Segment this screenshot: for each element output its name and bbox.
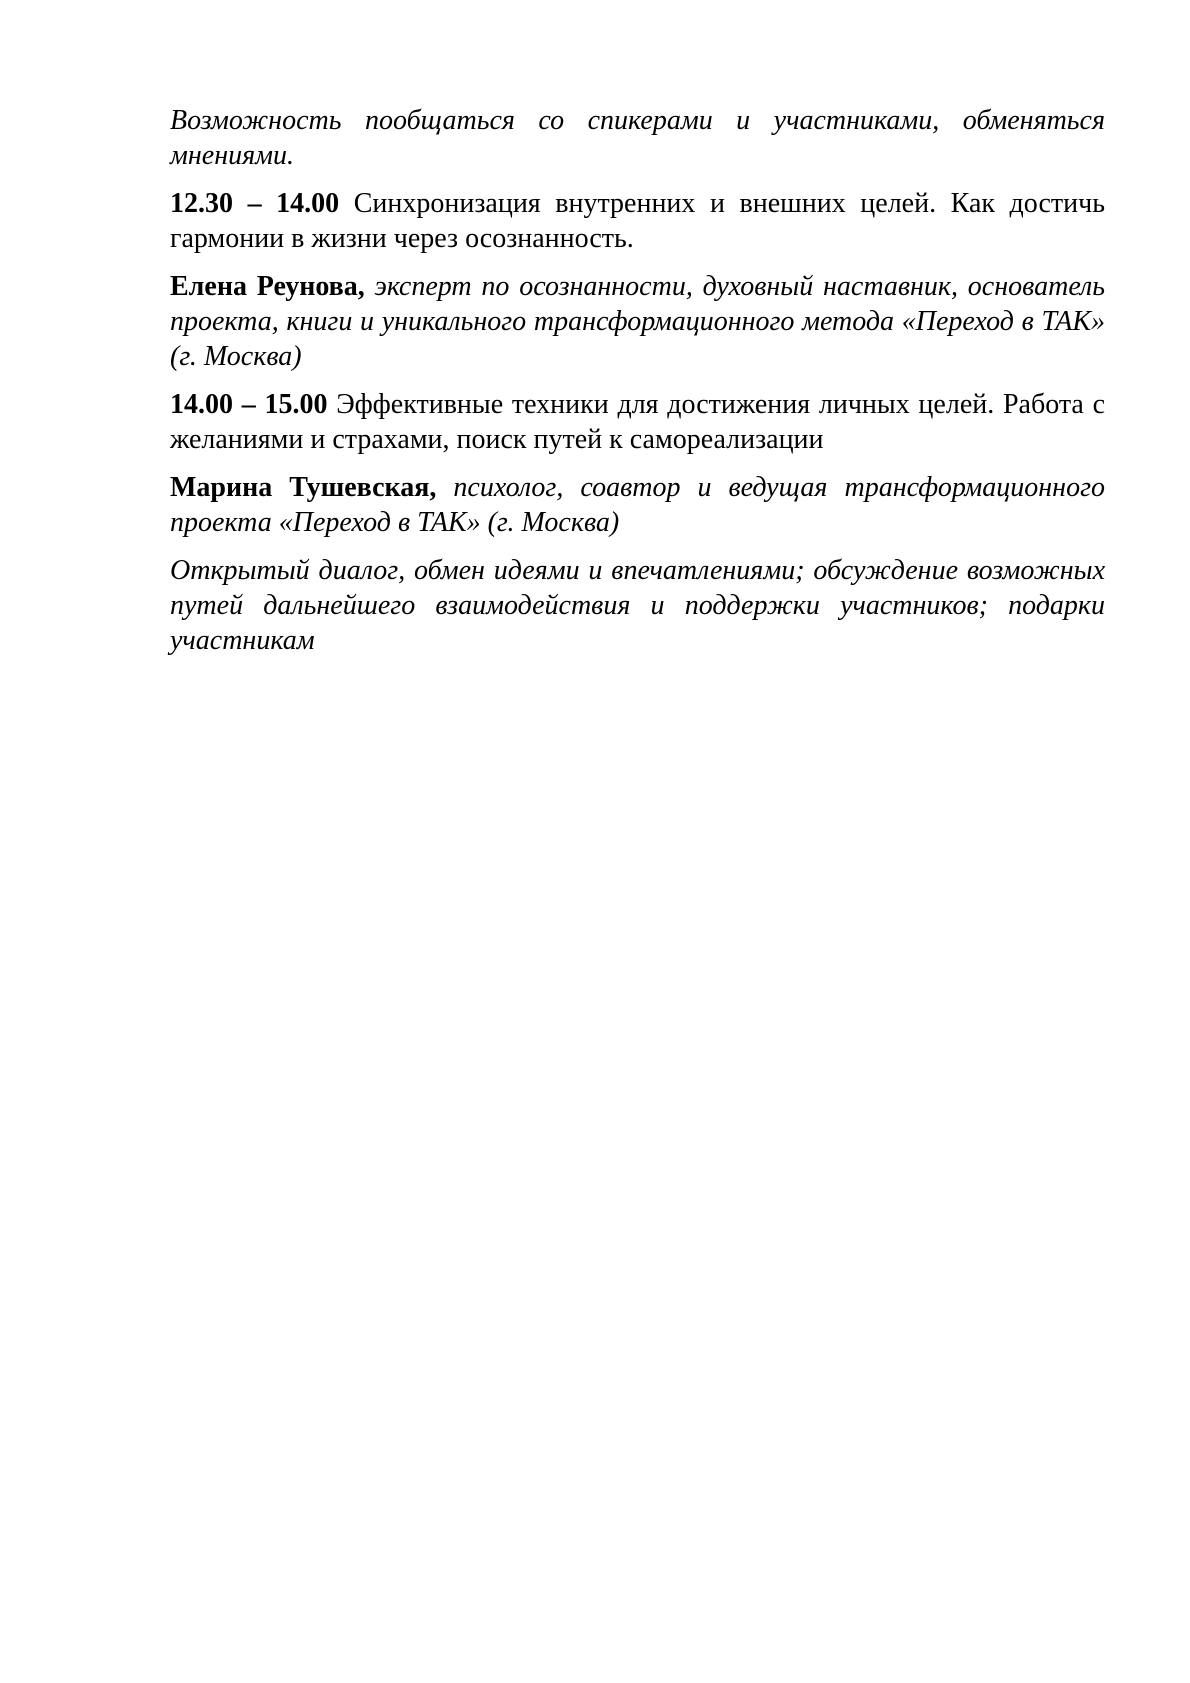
session-time: 14.00 – 15.00 xyxy=(170,389,328,420)
paragraph-session-1230-1400 xyxy=(170,186,1105,256)
session-description: Синхронизация внутренних и внешних целей. Как достичь гармонии в жизни через осознанность. xyxy=(170,188,1106,254)
document-content xyxy=(170,103,1105,671)
speaker-name: Марина Тушевская, xyxy=(170,472,437,503)
paragraph-text: Открытый диалог, обмен идеями и впечатлениями; обсуждение возможных путей дальнейшего взаимодействия и поддержки участников; подарки участникам xyxy=(170,555,1105,656)
paragraph-session-1400-1500 xyxy=(170,387,1105,457)
paragraph-text: Возможность пообщаться со спикерами и участниками, обменяться мнениями. xyxy=(170,105,1105,171)
paragraph-speaker-elena-reunova xyxy=(170,269,1105,374)
session-time: 12.30 – 14.00 xyxy=(170,188,340,219)
speaker-name: Елена Реунова, xyxy=(170,271,365,302)
paragraph-closing-dialog xyxy=(170,553,1105,658)
paragraph-speaker-marina-tushevskaya xyxy=(170,470,1105,540)
session-description: Эффективные техники для достижения личных целей. Работа с желаниями и страхами, поиск путей к самореализации xyxy=(170,389,1106,455)
paragraph-networking-note xyxy=(170,103,1105,173)
speaker-bio: психолог, соавтор и ведущая трансформационного проекта «Переход в ТАК» (г. Москва) xyxy=(170,472,1105,538)
speaker-bio: эксперт по осознанности, духовный наставник, основатель проекта, книги и уникального трансформационного метода «Переход в ТАК» (г. Москва) xyxy=(170,271,1105,372)
